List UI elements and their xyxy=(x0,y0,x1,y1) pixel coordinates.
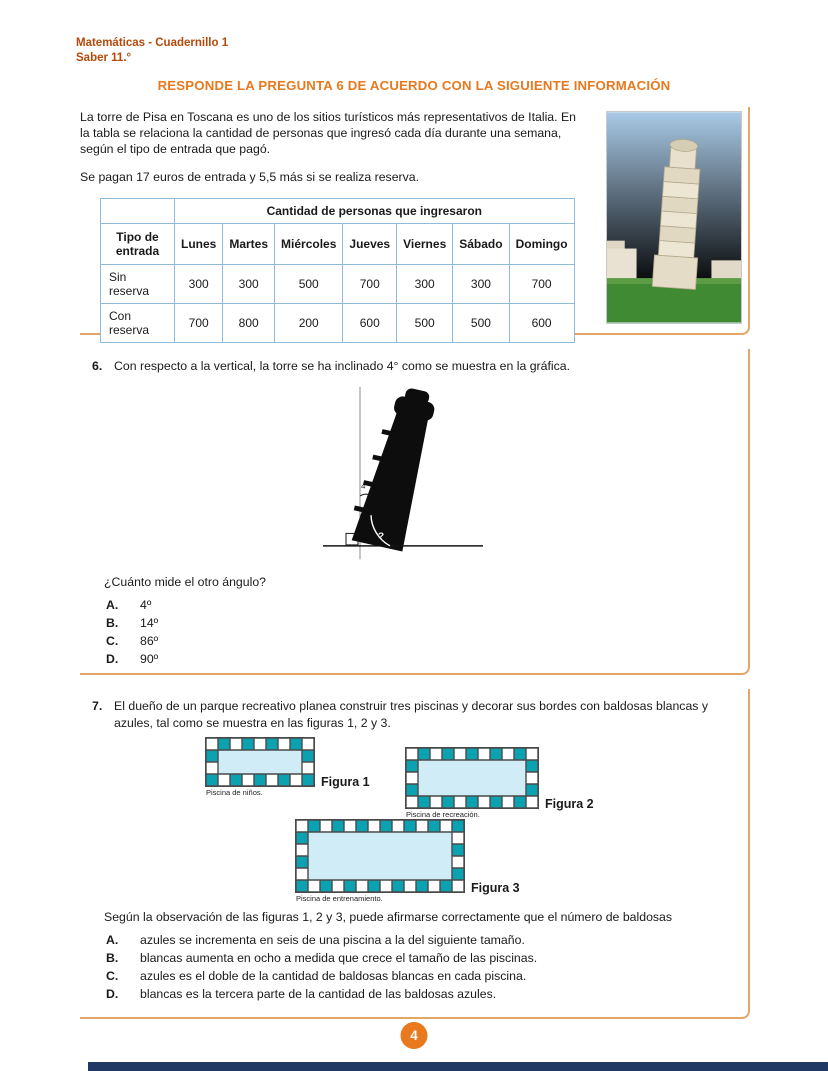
border-tile xyxy=(290,774,302,786)
option-letter: A. xyxy=(106,597,119,612)
border-tile xyxy=(416,820,428,832)
table-cell: 700 xyxy=(175,303,223,342)
question-6-prompt: ¿Cuánto mide el otro ángulo? xyxy=(104,574,267,589)
table-cell: 700 xyxy=(509,264,574,303)
border-tile xyxy=(218,774,230,786)
border-tile xyxy=(406,784,418,796)
border-tile xyxy=(416,880,428,892)
row-label: Con reserva xyxy=(101,303,175,342)
border-tile xyxy=(356,880,368,892)
border-tile xyxy=(332,820,344,832)
border-tile xyxy=(526,748,538,760)
table-col-header: Viernes xyxy=(397,223,453,264)
border-tile xyxy=(290,738,302,750)
border-tile xyxy=(452,832,464,844)
border-tile xyxy=(440,820,452,832)
lean-angle-label: 4° xyxy=(361,481,369,491)
table-cell: 700 xyxy=(343,264,397,303)
border-tile xyxy=(442,796,454,808)
border-tile xyxy=(454,796,466,808)
figure-3-label: Figura 3 xyxy=(471,880,520,895)
border-tile xyxy=(430,796,442,808)
border-tile xyxy=(452,844,464,856)
figure-2-tiles xyxy=(406,748,538,808)
border-tile xyxy=(296,832,308,844)
answer-option xyxy=(106,932,748,949)
unknown-angle-label: ? xyxy=(378,531,385,542)
figure-2-caption: Piscina de recreación. xyxy=(406,809,480,819)
border-tile xyxy=(442,748,454,760)
figure-1-tiles xyxy=(206,738,314,786)
pool-water xyxy=(218,750,302,774)
option-text: 14º xyxy=(140,615,159,630)
pool-figures xyxy=(80,736,748,904)
table-col-header: Miércoles xyxy=(275,223,343,264)
figure-2-label: Figura 2 xyxy=(545,796,594,811)
answer-option xyxy=(106,633,748,650)
grass xyxy=(607,284,741,322)
border-tile xyxy=(466,748,478,760)
option-text: 4º xyxy=(140,597,152,612)
question-7-number: 7. xyxy=(92,698,103,713)
border-tile xyxy=(206,774,218,786)
question-6 xyxy=(80,349,750,675)
border-tile xyxy=(296,820,308,832)
table-col-header: Lunes xyxy=(175,223,223,264)
table-col-header: Domingo xyxy=(509,223,574,264)
border-tile xyxy=(296,856,308,868)
angle-diagram-svg xyxy=(285,383,515,565)
question-6-text: Con respecto a la vertical, la torre se ha inclinado 4° como se muestra en la gráfica. xyxy=(114,358,571,373)
border-tile xyxy=(254,738,266,750)
border-tile xyxy=(380,820,392,832)
option-text: 90º xyxy=(140,652,159,667)
table-col-header: Martes xyxy=(223,223,275,264)
table-cell: 600 xyxy=(509,303,574,342)
border-tile xyxy=(406,760,418,772)
intro-paragraph: La torre de Pisa en Toscana es uno de los sitios turísticos más representativos de Italia. En la tabla se relaciona la cantidad de personas que ingresó cada día durante una semana, según el tipo de entrada que pagó. xyxy=(80,109,577,157)
border-tile xyxy=(302,750,314,762)
border-tile xyxy=(266,774,278,786)
question-6-options xyxy=(106,597,748,668)
option-letter: B. xyxy=(106,615,119,630)
border-tile xyxy=(254,774,266,786)
table-cell: 500 xyxy=(397,303,453,342)
border-tile xyxy=(242,774,254,786)
border-tile xyxy=(296,844,308,856)
footer-bar xyxy=(88,1062,828,1071)
border-tile xyxy=(320,820,332,832)
figure-3-tiles xyxy=(296,820,464,892)
border-tile xyxy=(230,774,242,786)
border-tile xyxy=(440,880,452,892)
pool-water xyxy=(418,760,526,796)
border-tile xyxy=(404,820,416,832)
option-text: azules es el doble de la cantidad de baldosas blancas en cada piscina. xyxy=(140,969,527,983)
figure-1 xyxy=(206,738,370,797)
table-cell: 300 xyxy=(175,264,223,303)
table-row-header: Tipo de entrada xyxy=(101,223,175,264)
border-tile xyxy=(344,820,356,832)
border-tile xyxy=(230,738,242,750)
table-cell: 300 xyxy=(223,264,275,303)
question-7-text: El dueño de un parque recreativo planea construir tres piscinas y decorar sus bordes con baldosas blancas y azules, tal como se muestra en las figuras 1, 2 y 3. xyxy=(114,698,709,730)
question-7-options xyxy=(106,932,748,1003)
border-tile xyxy=(404,880,416,892)
table-cell: 800 xyxy=(223,303,275,342)
border-tile xyxy=(452,868,464,880)
border-tile xyxy=(392,880,404,892)
info-section xyxy=(80,107,750,335)
border-tile xyxy=(332,880,344,892)
border-tile xyxy=(302,738,314,750)
answer-option xyxy=(106,950,748,967)
border-tile xyxy=(490,796,502,808)
option-letter: D. xyxy=(106,987,119,1002)
border-tile xyxy=(368,880,380,892)
border-tile xyxy=(406,748,418,760)
border-tile xyxy=(206,762,218,774)
option-text: azules se incrementa en seis de una piscina a la del siguiente tamaño. xyxy=(140,932,525,947)
table-col-header: Sábado xyxy=(453,223,509,264)
pricing-text: Se pagan 17 euros de entrada y 5,5 más si se realiza reserva. xyxy=(80,169,420,184)
border-tile xyxy=(454,748,466,760)
option-letter: A. xyxy=(106,932,119,947)
border-tile xyxy=(526,760,538,772)
border-tile xyxy=(266,738,278,750)
border-tile xyxy=(302,774,314,786)
option-letter: C. xyxy=(106,634,119,649)
border-tile xyxy=(452,856,464,868)
border-tile xyxy=(526,784,538,796)
border-tile xyxy=(392,820,404,832)
border-tile xyxy=(430,748,442,760)
option-text: blancas es la tercera parte de la cantidad de las baldosas azules. xyxy=(140,987,497,1002)
border-tile xyxy=(490,748,502,760)
table-cell: 600 xyxy=(343,303,397,342)
option-text: 86º xyxy=(140,634,159,649)
question-6-line xyxy=(80,349,748,375)
answer-option xyxy=(106,986,748,1003)
border-tile xyxy=(296,880,308,892)
figure-3 xyxy=(296,820,520,903)
tower-silhouette xyxy=(347,383,440,551)
option-letter: D. xyxy=(106,652,119,667)
answer-option xyxy=(106,597,748,614)
tower-angle-diagram xyxy=(285,383,515,565)
table-row xyxy=(101,303,575,342)
border-tile xyxy=(502,748,514,760)
border-tile xyxy=(466,796,478,808)
border-tile xyxy=(452,820,464,832)
row-label: Sin reserva xyxy=(101,264,175,303)
border-tile xyxy=(406,796,418,808)
border-tile xyxy=(452,880,464,892)
exam-name: Saber 11.° xyxy=(76,51,132,64)
border-tile xyxy=(526,772,538,784)
border-tile xyxy=(418,748,430,760)
option-letter: B. xyxy=(106,950,119,965)
border-tile xyxy=(428,820,440,832)
entries-table xyxy=(100,198,575,343)
border-tile xyxy=(344,880,356,892)
question-7-line xyxy=(80,689,748,732)
border-tile xyxy=(206,738,218,750)
border-tile xyxy=(308,880,320,892)
tower-photo-graphic xyxy=(607,112,741,323)
border-tile xyxy=(242,738,254,750)
border-tile xyxy=(296,868,308,880)
answer-option xyxy=(106,615,748,632)
border-tile xyxy=(502,796,514,808)
border-tile xyxy=(478,748,490,760)
table-col-header: Jueves xyxy=(343,223,397,264)
course-title: Matemáticas - Cuadernillo 1 xyxy=(76,37,229,49)
figure-1-caption: Piscina de niños. xyxy=(206,787,263,797)
border-tile xyxy=(514,796,526,808)
table-corner-cell xyxy=(101,198,175,223)
border-tile xyxy=(278,774,290,786)
border-tile xyxy=(514,748,526,760)
border-tile xyxy=(206,750,218,762)
border-tile xyxy=(278,738,290,750)
pool-water xyxy=(308,832,452,880)
table-cell: 500 xyxy=(453,303,509,342)
border-tile xyxy=(368,820,380,832)
border-tile xyxy=(308,820,320,832)
border-tile xyxy=(380,880,392,892)
answer-option xyxy=(106,968,748,985)
table-cell: 200 xyxy=(275,303,343,342)
table-cell: 300 xyxy=(397,264,453,303)
table-row xyxy=(101,264,575,303)
table-header-row xyxy=(101,223,575,264)
border-tile xyxy=(418,796,430,808)
table-cell: 300 xyxy=(453,264,509,303)
border-tile xyxy=(526,796,538,808)
figure-2 xyxy=(406,748,594,819)
section-title: RESPONDE LA PREGUNTA 6 DE ACUERDO CON LA SIGUIENTE INFORMACIÓN xyxy=(157,77,671,93)
table-title: Cantidad de personas que ingresaron xyxy=(175,198,575,223)
question-6-number: 6. xyxy=(92,358,103,373)
answer-option xyxy=(106,651,748,668)
border-tile xyxy=(320,880,332,892)
figure-1-label: Figura 1 xyxy=(321,774,370,789)
page-number-badge: 4 xyxy=(401,1022,428,1049)
page-header xyxy=(0,0,828,66)
border-tile xyxy=(478,796,490,808)
option-letter: C. xyxy=(106,969,119,983)
figure-3-caption: Piscina de entrenamiento. xyxy=(296,893,383,903)
pisa-tower-photo xyxy=(606,111,742,324)
border-tile xyxy=(406,772,418,784)
border-tile xyxy=(302,762,314,774)
table-title-row xyxy=(101,198,575,223)
border-tile xyxy=(356,820,368,832)
border-tile xyxy=(218,738,230,750)
table-cell: 500 xyxy=(275,264,343,303)
question-7-statement: Según la observación de las figuras 1, 2 y 3, puede afirmarse correctamente que el número de baldosas xyxy=(104,909,673,924)
border-tile xyxy=(428,880,440,892)
option-text: blancas aumenta en ocho a medida que crece el tamaño de las piscinas. xyxy=(140,950,538,965)
question-7 xyxy=(80,689,750,1019)
